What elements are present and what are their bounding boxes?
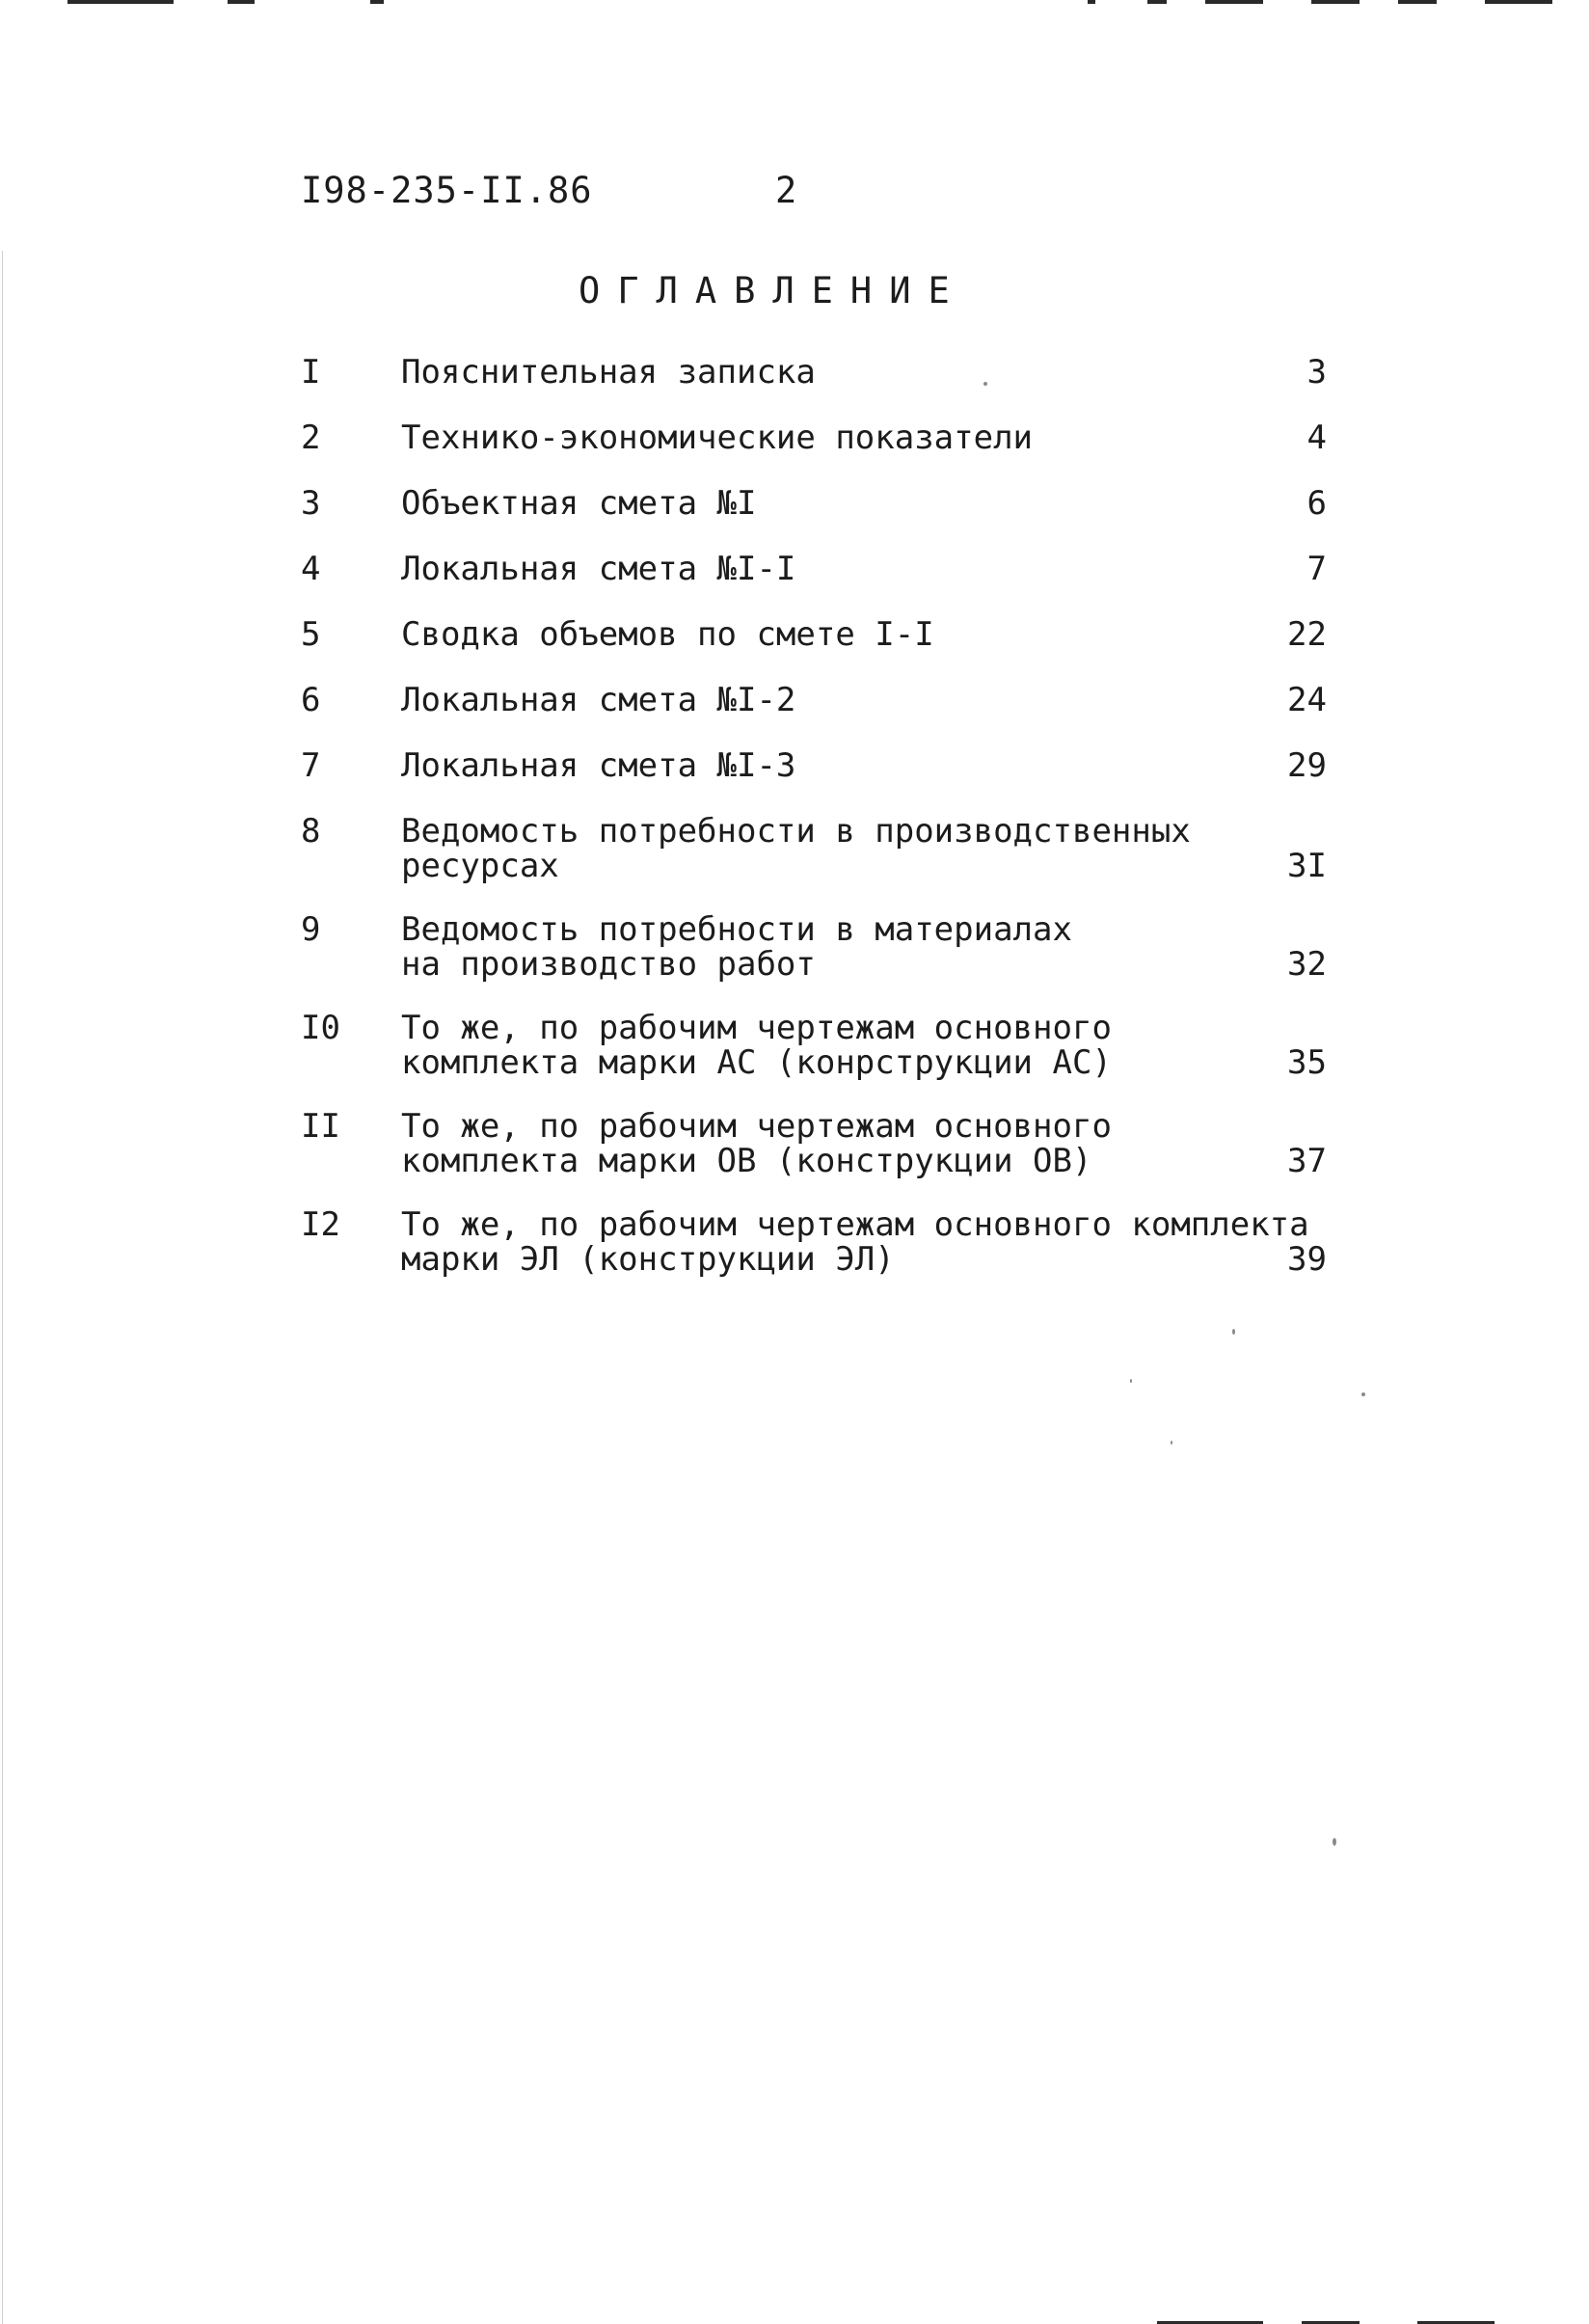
toc-entry-title-line: То же, по рабочим чертежам основного комплекта	[401, 1205, 1309, 1244]
toc-entry-title-line: ресурсах	[401, 847, 559, 885]
toc-entry-number: 6	[301, 681, 321, 719]
toc-entry	[301, 355, 1342, 420]
toc-entry-page: 3	[1306, 353, 1327, 392]
toc-entry-title	[401, 1109, 1250, 1178]
toc-entry-page: 39	[1287, 1240, 1327, 1279]
toc-entry-title-line: комплекта марки АС (конрструкции АС)	[401, 1043, 1112, 1082]
toc-entry-title-line: То же, по рабочим чертежам основного	[401, 1107, 1112, 1146]
toc-entry	[301, 1109, 1342, 1207]
toc-entry-page: 3I	[1287, 847, 1327, 885]
toc-entry-title	[401, 814, 1250, 883]
toc-entry	[301, 683, 1342, 748]
toc-entry-title-line: Локальная смета №I-I	[401, 550, 796, 588]
toc-entry-title-line: То же, по рабочим чертежам основного	[401, 1009, 1112, 1047]
toc-entry-number: 3	[301, 484, 321, 523]
toc-entry-number: 2	[301, 419, 321, 457]
toc-entry-page: 37	[1287, 1142, 1327, 1180]
toc-entry-title	[401, 1011, 1250, 1080]
toc-entry	[301, 617, 1342, 683]
toc-entry-number: 4	[301, 550, 321, 588]
toc-entry	[301, 748, 1342, 814]
toc-entry-title	[401, 552, 1250, 586]
toc-title: ОГЛАВЛЕНИЕ	[579, 270, 967, 311]
toc-entry-title-line: Ведомость потребности в производственных	[401, 812, 1191, 851]
scan-left-edge	[2, 251, 3, 2324]
toc-entry-title	[401, 486, 1250, 521]
toc-entry-page: 7	[1306, 550, 1327, 588]
toc-entry	[301, 486, 1342, 552]
toc-entry-title-line: Локальная смета №I-2	[401, 681, 796, 719]
toc-entry-title	[401, 355, 1250, 390]
toc-entry-number: I	[301, 353, 321, 392]
toc-entry-page: 4	[1306, 419, 1327, 457]
toc-entry-page: 35	[1287, 1043, 1327, 1082]
toc-entry	[301, 1011, 1342, 1109]
toc-entry-title-line: на производство работ	[401, 945, 816, 984]
table-of-contents	[301, 355, 1342, 1306]
toc-entry	[301, 552, 1342, 617]
toc-entry-title	[401, 912, 1250, 982]
toc-entry-number: I0	[301, 1009, 340, 1047]
toc-entry-title-line: марки ЭЛ (конструкции ЭЛ)	[401, 1240, 895, 1279]
toc-entry-title-line: Сводка объемов по смете I-I	[401, 615, 934, 654]
toc-entry-number: II	[301, 1107, 340, 1146]
toc-entry-number: 9	[301, 910, 321, 949]
toc-entry-title-line: Технико-экономические показатели	[401, 419, 1034, 457]
page-number: 2	[775, 170, 798, 211]
toc-entry-number: 5	[301, 615, 321, 654]
toc-entry-title	[401, 683, 1250, 717]
scan-edge-bottom	[0, 2318, 1589, 2324]
toc-entry-page: 24	[1287, 681, 1327, 719]
toc-entry	[301, 420, 1342, 486]
toc-entry	[301, 814, 1342, 912]
toc-entry	[301, 912, 1342, 1011]
toc-entry-page: 6	[1306, 484, 1327, 523]
toc-entry-page: 32	[1287, 945, 1327, 984]
toc-entry-number: 7	[301, 746, 321, 785]
toc-entry-page: 22	[1287, 615, 1327, 654]
toc-entry-title-line: Пояснительная записка	[401, 353, 816, 392]
toc-entry	[301, 1207, 1342, 1306]
toc-entry-title	[401, 420, 1250, 455]
scan-edge-top	[0, 0, 1589, 6]
toc-entry-page: 29	[1287, 746, 1327, 785]
document-code: I98-235-II.86	[301, 170, 593, 211]
toc-entry-title-line: Локальная смета №I-3	[401, 746, 796, 785]
toc-entry-number: I2	[301, 1205, 340, 1244]
toc-entry-title	[401, 617, 1250, 652]
toc-entry-number: 8	[301, 812, 321, 851]
toc-entry-title	[401, 748, 1250, 783]
toc-entry-title-line: Объектная смета №I	[401, 484, 757, 523]
toc-entry-title-line: комплекта марки ОВ (конструкции ОВ)	[401, 1142, 1092, 1180]
toc-entry-title-line: Ведомость потребности в материалах	[401, 910, 1072, 949]
